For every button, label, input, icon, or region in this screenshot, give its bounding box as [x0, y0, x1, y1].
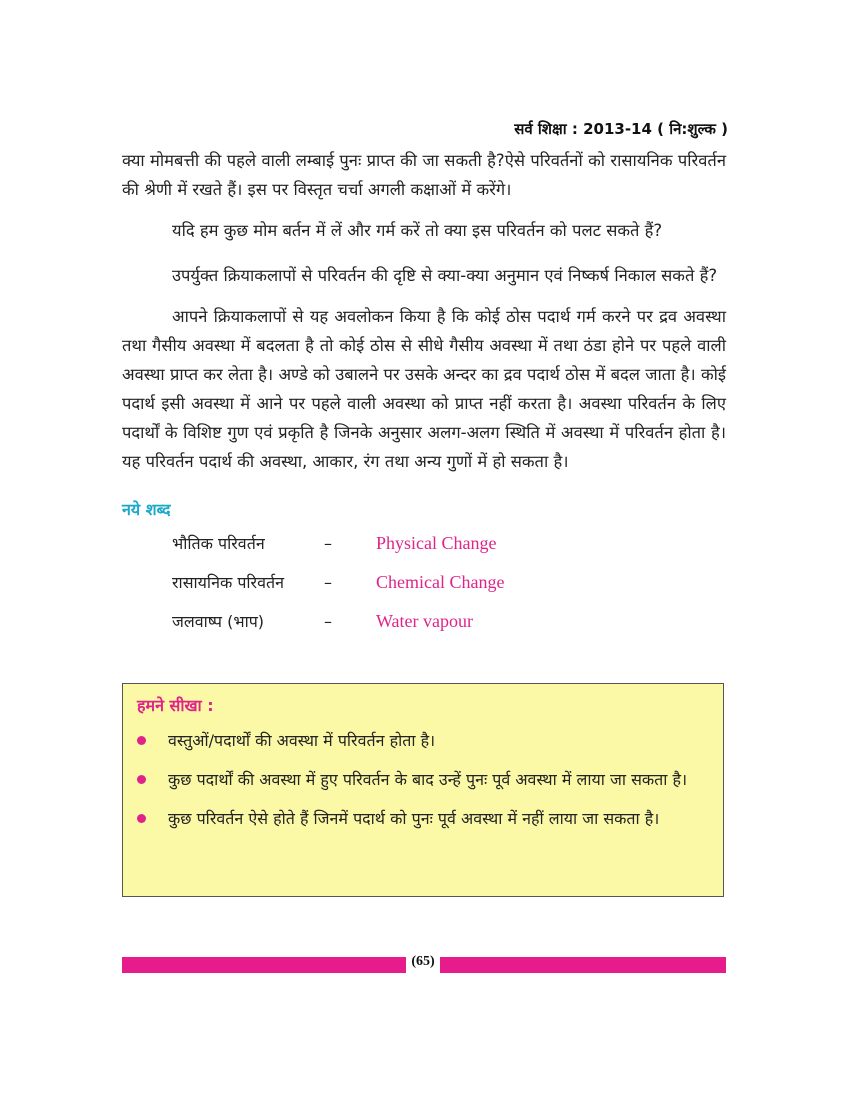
- main-content: [122, 146, 726, 649]
- learned-point: [137, 804, 705, 833]
- term-dash: –: [324, 534, 332, 553]
- page-header: सर्व शिक्षा : 2013-14 ( नि:शुल्क ): [514, 120, 728, 138]
- paragraph-1: क्या मोमबत्ती की पहले वाली लम्बाई पुनः प्राप्त की जा सकती है?ऐसे परिवर्तनों को रासायनिक परिवर्तन की श्रेणी में रखते हैं। इस पर विस्तृत चर्चा अगली कक्षाओं में करेंगे।: [122, 151, 726, 199]
- term-hindi: भौतिक परिवर्तन: [172, 534, 265, 553]
- new-words-list: [172, 532, 726, 649]
- learned-point-text: कुछ परिवर्तन ऐसे होते हैं जिनमें पदार्थ को पुनः पूर्व अवस्था में नहीं लाया जा सकता है।: [168, 809, 660, 828]
- term-english: Chemical Change: [376, 572, 505, 592]
- bullet-icon: [137, 814, 146, 823]
- term-english: Physical Change: [376, 533, 497, 553]
- learned-summary-box: [122, 683, 724, 897]
- paragraph-2: यदि हम कुछ मोम बर्तन में लें और गर्म करें तो क्या इस परिवर्तन को पलट सकते हैं?: [172, 221, 663, 240]
- footer-bar-right: [440, 957, 726, 973]
- page-number: (65): [411, 954, 435, 969]
- bullet-icon: [137, 775, 146, 784]
- term-hindi: जलवाष्प (भाप): [172, 612, 265, 631]
- learned-point-text: वस्तुओं/पदार्थों की अवस्था में परिवर्तन होता है।: [168, 731, 436, 750]
- term-dash: –: [324, 573, 332, 592]
- footer-bar-left: [122, 957, 406, 973]
- bullet-icon: [137, 736, 146, 745]
- learned-point: [137, 765, 705, 794]
- term-row-physical-change: [172, 532, 726, 571]
- term-english: Water vapour: [376, 611, 474, 631]
- new-words-heading: नये शब्द: [122, 500, 171, 519]
- term-row-chemical-change: [172, 571, 726, 610]
- term-hindi: रासायनिक परिवर्तन: [172, 573, 284, 592]
- learned-point: [137, 726, 705, 755]
- term-dash: –: [324, 612, 332, 631]
- paragraph-3: उपर्युक्त क्रियाकलापों से परिवर्तन की दृष्टि से क्या-क्या अनुमान एवं निष्कर्ष निकाल सकते हैं?: [172, 266, 718, 285]
- learned-point-text: कुछ पदार्थों की अवस्था में हुए परिवर्तन के बाद उन्हें पुनः पूर्व अवस्था में लाया जा सकता है।: [168, 770, 688, 789]
- paragraph-4: आपने क्रियाकलापों से यह अवलोकन किया है कि कोई ठोस पदार्थ गर्म करने पर द्रव अवस्था तथा गैसीय अवस्था में बदलता है तो कोई ठोस से सीधे गैसीय अवस्था में तथा ठंडा होने पर पहले वाली अवस्था प्राप्त कर लेता है। अण्डे को उबालने पर उसके अन्दर का द्रव पदार्थ ठोस में बदल जाता है। कोई पदार्थ इसी अवस्था में आने पर पहले वाली अवस्था को प्राप्त नहीं करता है। अवस्था परिवर्तन के लिए पदार्थों के विशिष्ट गुण एवं प्रकृति है जिनके अनुसार अलग-अलग स्थिति में अवस्था में परिवर्तन होता है। यह परिवर्तन पदार्थ की अवस्था, आकार, रंग तथा अन्य गुणों में हो सकता है।: [122, 307, 726, 471]
- term-row-water-vapour: [172, 610, 726, 649]
- learned-title: हमने सीखा :: [137, 696, 214, 715]
